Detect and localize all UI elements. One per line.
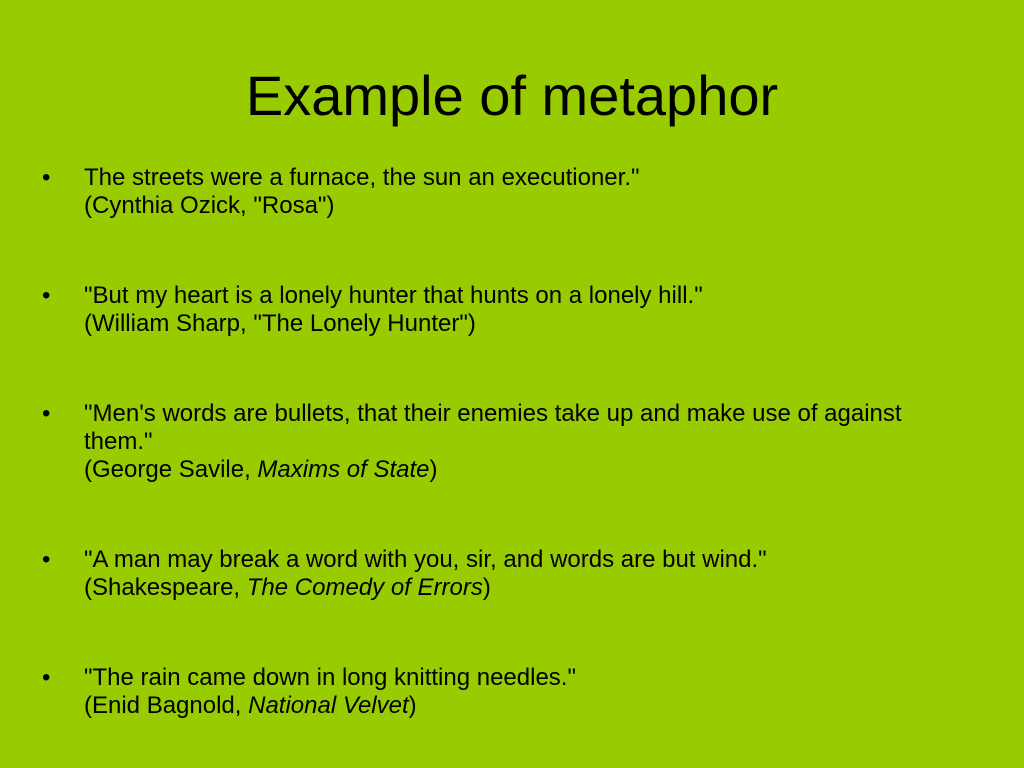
bullet-marker: •	[42, 664, 51, 691]
attribution	[84, 574, 942, 602]
quote-text: The streets were a furnace, the sun an executioner."	[84, 164, 640, 191]
list-item	[42, 164, 942, 220]
work-title: National Velvet	[248, 692, 409, 719]
bullet-marker: •	[42, 546, 51, 573]
slide-title: Example of metaphor	[245, 64, 779, 127]
quote-text: "But my heart is a lonely hunter that hunts on a lonely hill."	[84, 282, 703, 309]
attribution-prefix: (George Savile,	[84, 456, 258, 483]
list-item	[42, 282, 942, 338]
attribution	[84, 692, 942, 720]
attribution	[84, 310, 942, 338]
list-item	[42, 546, 942, 602]
bullet-marker: •	[42, 282, 51, 309]
work-title: The Comedy of Errors	[246, 574, 483, 601]
attribution-prefix: (Cynthia Ozick, "Rosa")	[84, 192, 335, 219]
attribution	[84, 456, 942, 484]
bullet-marker: •	[42, 400, 51, 427]
attribution-prefix: (Enid Bagnold,	[84, 692, 249, 719]
attribution-suffix: )	[429, 456, 438, 483]
list-item	[42, 400, 942, 484]
attribution-suffix: )	[482, 574, 491, 601]
attribution-prefix: (William Sharp, "The Lonely Hunter")	[84, 310, 476, 337]
bullet-list	[42, 164, 942, 720]
quote-text: "The rain came down in long knitting needles."	[84, 664, 576, 691]
attribution	[84, 192, 942, 220]
work-title: Maxims of State	[257, 456, 430, 483]
quote-text: "Men's words are bullets, that their enemies take up and make use of against them."	[84, 400, 902, 455]
quote-text: "A man may break a word with you, sir, and words are but wind."	[84, 546, 767, 573]
attribution-suffix: )	[408, 692, 417, 719]
list-item	[42, 664, 942, 720]
bullet-marker: •	[42, 164, 51, 191]
attribution-prefix: (Shakespeare,	[84, 574, 247, 601]
